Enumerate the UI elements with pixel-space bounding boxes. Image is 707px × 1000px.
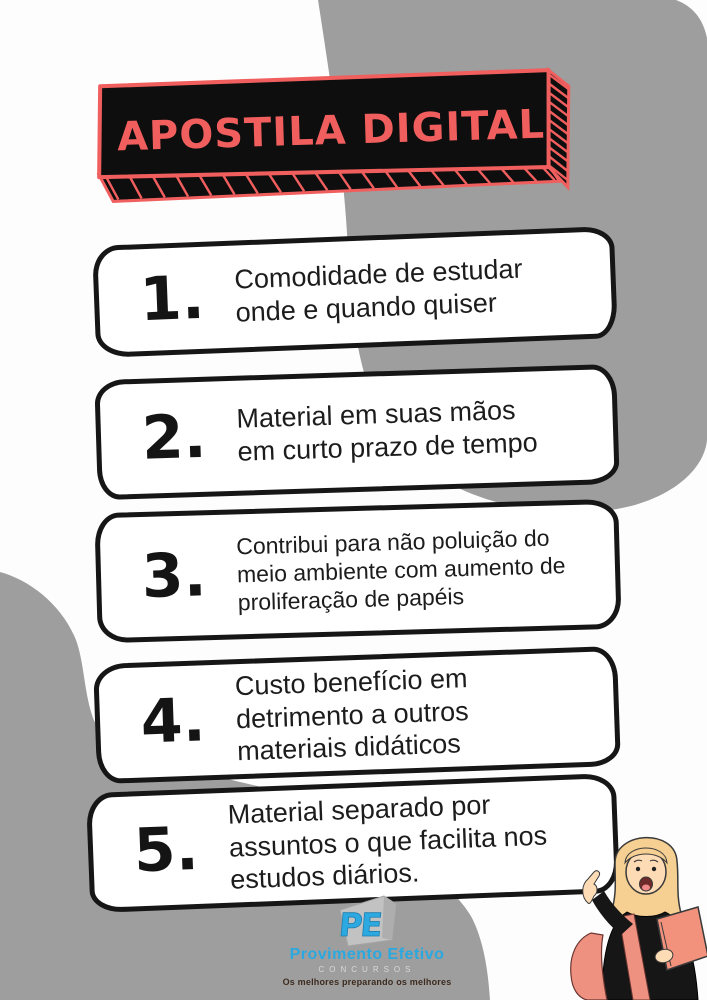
item-text: Contribui para não poluição do meio ambiente com aumento de proliferação de papéis	[235, 524, 566, 616]
title-banner	[85, 58, 585, 213]
page-title: APOSTILA DIGITAL	[116, 101, 546, 161]
item-text: Custo benefício em detrimento a outros materiais didáticos	[234, 662, 470, 767]
list-item-3	[94, 499, 621, 644]
item-text: Material separado por assuntos o que facilita nos estudos diários.	[227, 789, 548, 896]
item-number: 4.	[139, 685, 207, 758]
item-text: Comodidade de estudar onde e quando quiser	[233, 253, 524, 328]
item-number: 2.	[140, 401, 208, 474]
svg-text:PE: PE	[337, 906, 383, 944]
list-item-1	[92, 226, 618, 358]
item-number: 3.	[140, 540, 208, 613]
brand-footer	[278, 892, 456, 987]
woman-pointing-illustration	[557, 815, 707, 1000]
item-number: 5.	[132, 813, 200, 887]
list-item-4	[93, 646, 621, 784]
item-number: 1.	[138, 262, 206, 336]
brand-tagline: Os melhores preparando os melhores	[282, 977, 452, 987]
brand-division: CONCURSOS	[318, 965, 416, 974]
item-text: Material em suas mãos em curto prazo de tempo	[236, 395, 539, 467]
pe-logo-icon	[332, 892, 402, 948]
brand-name: Provimento Efetivo	[289, 946, 445, 963]
list-item-2	[94, 364, 620, 500]
